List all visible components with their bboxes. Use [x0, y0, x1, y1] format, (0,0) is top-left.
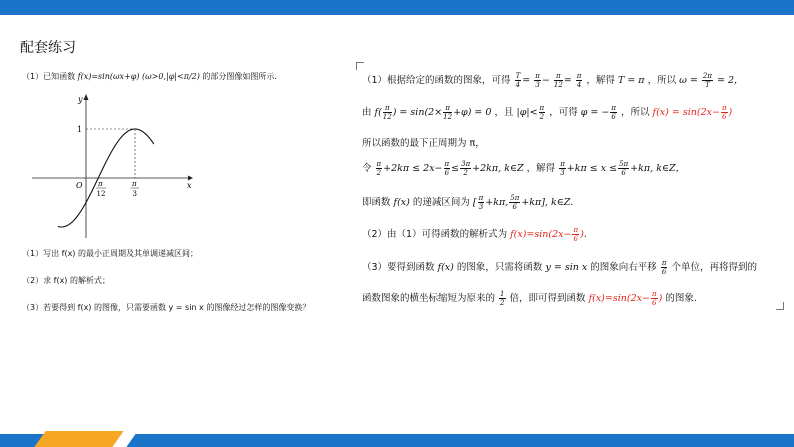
origin-label: O: [76, 181, 83, 190]
x-axis-arrow: [188, 176, 193, 181]
tick1-den: 12: [96, 190, 106, 198]
solution-line-4: 令 $\frac{\pi}{2}$ +2kπ ≤ 2x− $\frac{\pi}{6}$ ≤ $\frac{3\pi}{2}$ +2kπ, k∈Z ，解得 $\frac{\pi}{3}$ +kπ ≤ x ≤ $\frac{5\pi}{6}$ +kπ, k∈Z，: [362, 160, 686, 177]
tick1-num: π: [98, 180, 103, 188]
tick2-den: 3: [132, 190, 137, 198]
tick2-num: π: [132, 180, 137, 188]
question-1: （1）写出 f(x) 的最小正周期及其单调递减区间；: [22, 249, 198, 258]
solution-line-8: 函数图象的横坐标缩短为原来的 $\frac{1}{2}$ 倍，即可得到函数 f(x)=sin(2x− $\frac{\pi}{6}$ ) 的图象.: [362, 290, 697, 307]
question-3: （3）若要得到 f(x) 的图像，只需要函数 y = sin x 的图像经过怎样的图像变换？: [22, 303, 311, 312]
solution-line-5: 即函数 f(x) 的递减区间为 [ $\frac{\pi}{3}$ +kπ, $\frac{5\pi}{6}$ +kπ], k∈Z.: [362, 194, 574, 211]
solution-line-6: （2）由（1）可得函数的解析式为 f(x)=sin(2x− $\frac{\pi}{6}$ ).: [362, 226, 587, 243]
page-title: 配套练习: [20, 40, 76, 56]
question-2: （2）求 f(x) 的解析式；: [22, 276, 110, 285]
max-value-label: 1: [77, 125, 83, 134]
solution-line-2: 由 f( $\frac{\pi}{12}$ ) = sin(2× $\frac{\pi}{12}$ +φ) = 0 ，且 |φ|< $\frac{\pi}{2}$ ，可得 φ = − $\frac{\pi}{6}$ ，所以 f(x) = sin(2x− $\frac{\pi}{6}$ ): [362, 104, 733, 121]
y-axis-arrow: [84, 94, 89, 100]
solution-line-7: （3）要得到函数 f(x) 的图象，只需将函数 y = sin x 的图象向右平移 $\frac{\pi}{6}$ 个单位，再将得到的: [362, 259, 757, 276]
y-axis-label: y: [78, 95, 83, 104]
question-intro: （1）已知函数 f(x)=sin(ωx+φ) (ω>0,|φ|<π/2) 的部分图像如图所示.: [22, 72, 277, 81]
x-axis-label: x: [187, 181, 192, 190]
solution-line-3: 所以函数的最下正周期为 π，: [362, 138, 485, 149]
top-accent-bar: [0, 0, 794, 15]
sine-graph: [28, 92, 198, 240]
solution-line-1: （1）根据给定的函数的图象，可得 $\frac{T}{4}$ = $\frac{\pi}{3}$ − $\frac{\pi}{12}$ = $\frac{\pi}{4}$ ，解得 T = π ，所以 ω = $\frac{2\pi}{T}$ = 2，: [362, 72, 744, 89]
